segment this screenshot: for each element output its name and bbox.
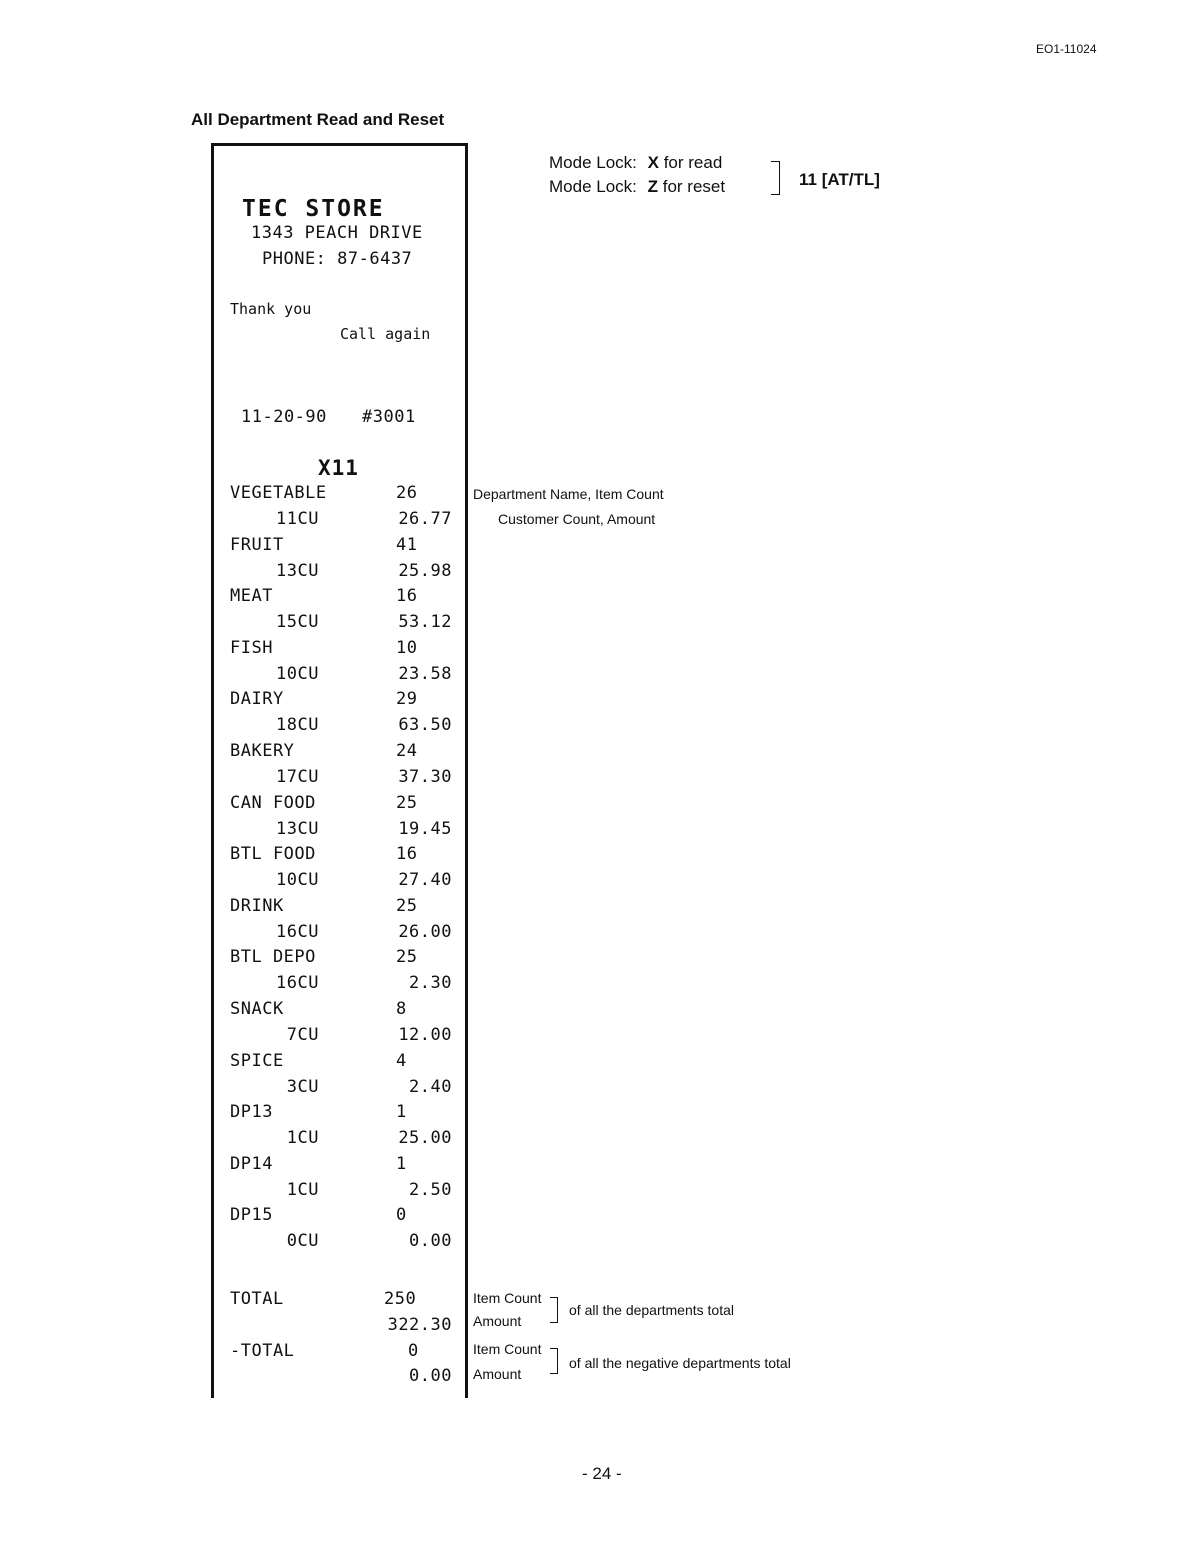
department-customer-count: 0CU bbox=[286, 1231, 319, 1252]
department-amount: 25.98 bbox=[398, 560, 452, 581]
department-customer-count: 7CU bbox=[286, 1025, 319, 1045]
annotation-total-item-count: Item Count bbox=[473, 1290, 542, 1306]
department-customer-count: 1CU bbox=[286, 1128, 319, 1149]
department-item-count: 25 bbox=[396, 895, 418, 916]
department-name: SPICE bbox=[230, 1050, 284, 1071]
department-item-count: 24 bbox=[396, 741, 418, 761]
department-amount: 37.30 bbox=[398, 767, 452, 787]
receipt-number: #3001 bbox=[362, 407, 416, 427]
department-name: VEGETABLE bbox=[230, 483, 327, 503]
department-item-count: 41 bbox=[396, 534, 418, 555]
department-item-count: 1 bbox=[396, 1153, 407, 1174]
call-again-text: Call again bbox=[340, 325, 431, 343]
mode-lock-reset-key: Z bbox=[647, 177, 659, 196]
department-amount: 27.40 bbox=[398, 870, 452, 891]
department-amount: 2.40 bbox=[409, 1076, 452, 1097]
total-label: TOTAL bbox=[230, 1289, 284, 1309]
department-item-count: 8 bbox=[396, 999, 407, 1019]
page-heading: All Department Read and Reset bbox=[191, 110, 445, 129]
department-amount: 26.00 bbox=[398, 921, 452, 942]
document-id: EO1-11024 bbox=[1036, 42, 1097, 56]
department-name: DRINK bbox=[230, 895, 284, 916]
department-name: FISH bbox=[230, 637, 273, 658]
department-amount: 19.45 bbox=[398, 818, 452, 839]
department-amount: 0.00 bbox=[409, 1231, 452, 1252]
annotation-neg-item-count: Item Count bbox=[473, 1341, 542, 1357]
annotation-total-amount: Amount bbox=[473, 1313, 522, 1329]
store-address: 1343 PEACH DRIVE bbox=[251, 223, 423, 243]
negative-total-amount: 0.00 bbox=[409, 1366, 452, 1386]
mode-lock-read bbox=[549, 153, 722, 173]
department-item-count: 25 bbox=[396, 947, 418, 968]
department-item-count: 4 bbox=[396, 1050, 407, 1071]
mode-lock-read-prefix: Mode Lock: bbox=[549, 153, 637, 172]
department-name: BTL DEPO bbox=[230, 947, 316, 968]
department-name: FRUIT bbox=[230, 534, 284, 555]
department-amount: 63.50 bbox=[398, 715, 452, 736]
department-customer-count: 13CU bbox=[276, 818, 319, 839]
department-item-count: 10 bbox=[396, 637, 418, 658]
mode-lock-reset-suffix: for reset bbox=[662, 177, 726, 196]
department-name: DP13 bbox=[230, 1102, 273, 1123]
mode-lock-bracket bbox=[771, 161, 780, 195]
thank-you-text: Thank you bbox=[230, 300, 312, 318]
department-item-count: 26 bbox=[396, 483, 418, 503]
department-customer-count: 18CU bbox=[276, 715, 319, 736]
department-customer-count: 17CU bbox=[276, 767, 319, 787]
receipt-date: 11-20-90 bbox=[241, 407, 327, 427]
department-name: CAN FOOD bbox=[230, 792, 316, 813]
page-number: - 24 - bbox=[582, 1464, 622, 1483]
total-amount: 322.30 bbox=[387, 1315, 452, 1335]
total-count: 250 bbox=[384, 1289, 417, 1309]
department-customer-count: 16CU bbox=[276, 921, 319, 942]
annotation-dept-line1: Department Name, Item Count bbox=[473, 486, 664, 502]
annotation-total-bracket bbox=[550, 1297, 558, 1323]
department-amount: 26.77 bbox=[398, 509, 452, 529]
department-item-count: 0 bbox=[396, 1205, 407, 1226]
department-name: DAIRY bbox=[230, 689, 284, 710]
report-mode-code: X11 bbox=[318, 456, 359, 480]
department-customer-count: 15CU bbox=[276, 612, 319, 633]
department-item-count: 16 bbox=[396, 586, 418, 607]
mode-lock-key-label: 11 [AT/TL] bbox=[799, 170, 880, 189]
department-item-count: 25 bbox=[396, 792, 418, 813]
store-phone: PHONE: 87-6437 bbox=[262, 249, 413, 269]
department-name: MEAT bbox=[230, 586, 273, 607]
department-amount: 23.58 bbox=[398, 663, 452, 684]
department-customer-count: 13CU bbox=[276, 560, 319, 581]
department-name: BAKERY bbox=[230, 741, 295, 761]
department-customer-count: 11CU bbox=[276, 509, 319, 529]
department-amount: 2.50 bbox=[409, 1179, 452, 1200]
department-item-count: 16 bbox=[396, 844, 418, 865]
department-name: DP15 bbox=[230, 1205, 273, 1226]
department-customer-count: 3CU bbox=[286, 1076, 319, 1097]
department-amount: 25.00 bbox=[398, 1128, 452, 1149]
department-name: BTL FOOD bbox=[230, 844, 316, 865]
department-name: SNACK bbox=[230, 999, 284, 1019]
annotation-total-desc: of all the departments total bbox=[569, 1302, 734, 1318]
department-customer-count: 16CU bbox=[276, 973, 319, 994]
department-amount: 12.00 bbox=[398, 1025, 452, 1045]
department-customer-count: 10CU bbox=[276, 870, 319, 891]
department-customer-count: 10CU bbox=[276, 663, 319, 684]
receipt bbox=[211, 143, 468, 1398]
department-item-count: 29 bbox=[396, 689, 418, 710]
annotation-neg-desc: of all the negative departments total bbox=[569, 1355, 791, 1371]
negative-total-label: -TOTAL bbox=[230, 1341, 295, 1361]
department-amount: 53.12 bbox=[398, 612, 452, 633]
mode-lock-reset bbox=[549, 177, 725, 197]
store-name: TEC STORE bbox=[242, 196, 385, 222]
department-name: DP14 bbox=[230, 1153, 273, 1174]
annotation-dept-line2: Customer Count, Amount bbox=[498, 511, 656, 527]
annotation-neg-bracket bbox=[550, 1348, 558, 1374]
department-customer-count: 1CU bbox=[286, 1179, 319, 1200]
mode-lock-read-key: X bbox=[647, 153, 659, 172]
mode-lock-reset-prefix: Mode Lock: bbox=[549, 177, 637, 196]
mode-lock-read-suffix: for read bbox=[663, 153, 723, 172]
department-item-count: 1 bbox=[396, 1102, 407, 1123]
department-amount: 2.30 bbox=[409, 973, 452, 994]
annotation-neg-amount: Amount bbox=[473, 1366, 522, 1382]
negative-total-count: 0 bbox=[408, 1341, 419, 1361]
